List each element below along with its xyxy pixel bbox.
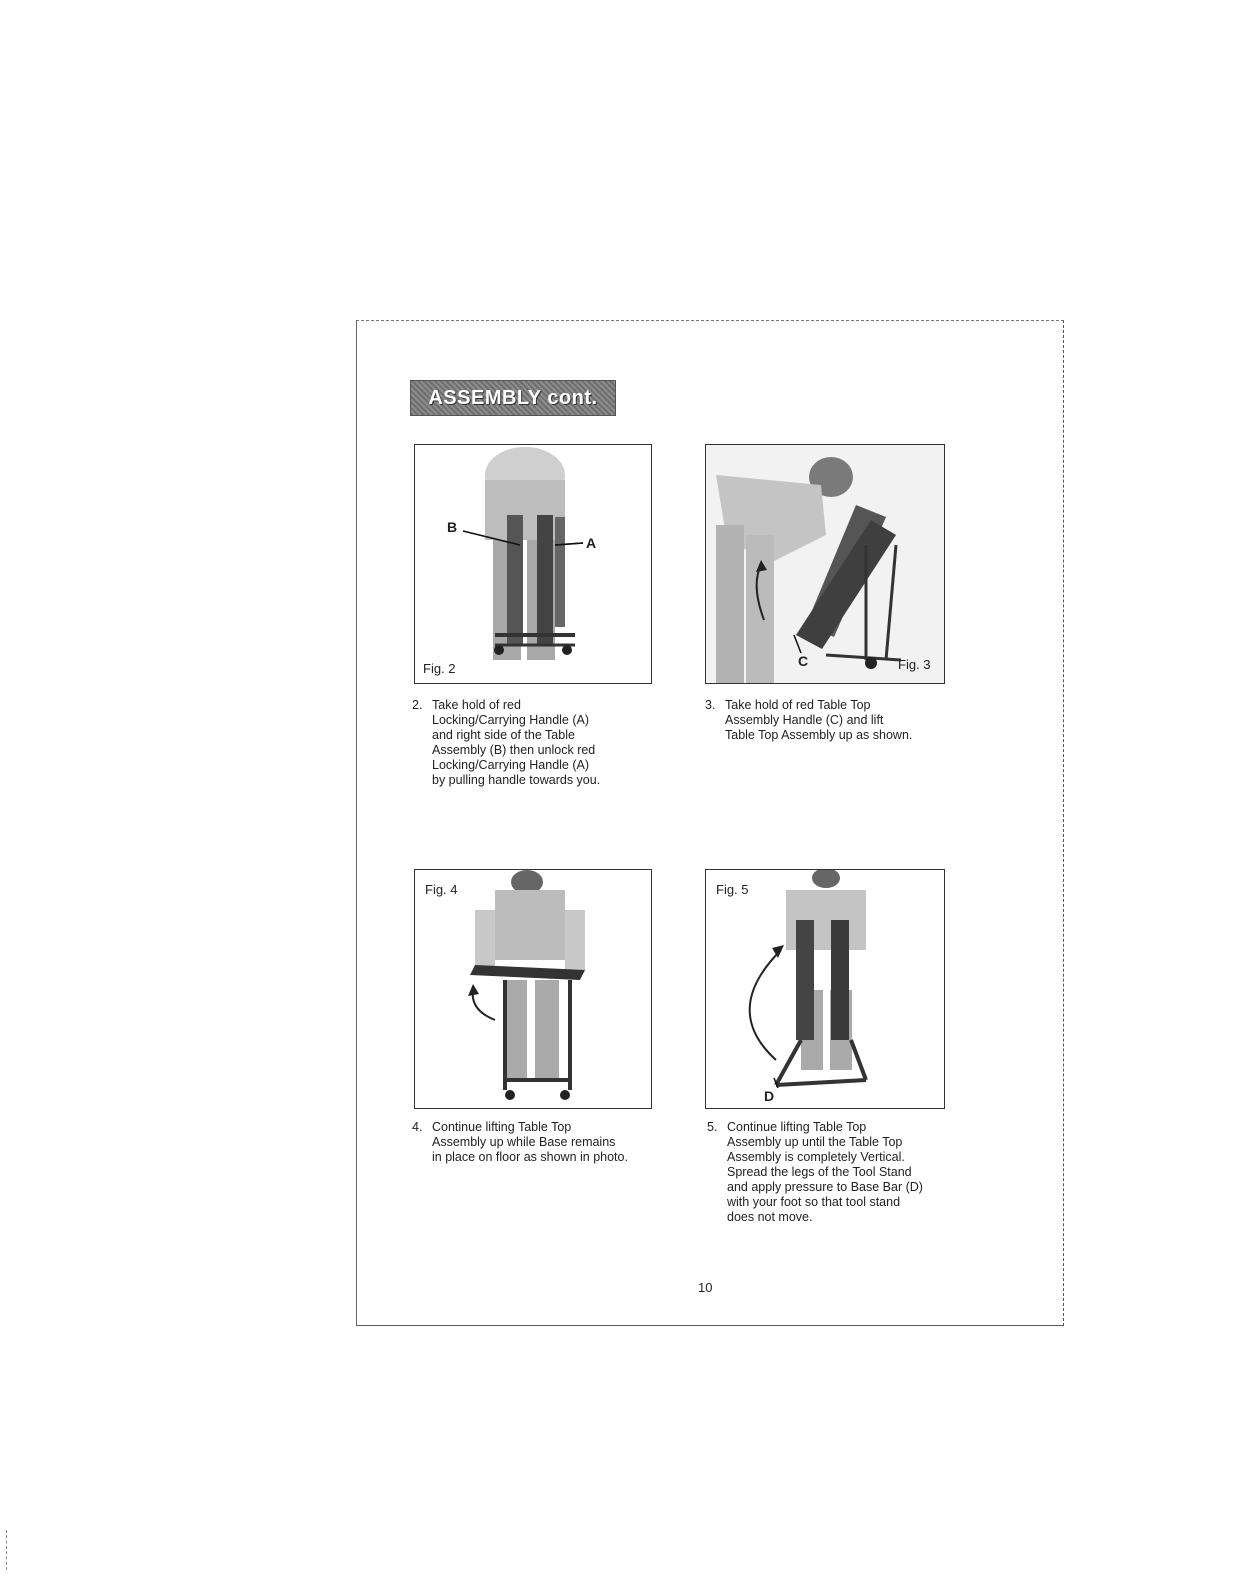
step-2-number: 2. (412, 698, 423, 712)
step-3-line: Table Top Assembly up as shown. (725, 728, 913, 742)
step-3-line: Assembly Handle (C) and lift (725, 713, 884, 727)
step-5-line: Continue lifting Table Top (727, 1120, 867, 1134)
section-banner (410, 380, 616, 416)
figure-5-illustration (706, 870, 945, 1109)
step-2-line: and right side of the Table (432, 728, 575, 742)
figure-3-photo (705, 444, 945, 684)
step-2-line: Assembly (B) then unlock red (432, 743, 596, 757)
figure-4-illustration (415, 870, 652, 1109)
step-4-line: Assembly up while Base remains (432, 1135, 616, 1149)
figure-5-photo (705, 869, 945, 1109)
step-2-line: Take hold of red (432, 698, 521, 712)
callout-c: C (798, 653, 809, 669)
step-4-line: in place on floor as shown in photo. (432, 1150, 628, 1164)
step-2-line: Locking/Carrying Handle (A) (432, 713, 590, 727)
step-2-line: by pulling handle towards you. (432, 773, 601, 787)
figure-5-label: Fig. 5 (716, 882, 749, 897)
section-title: ASSEMBLY cont. (428, 386, 598, 409)
callout-b: B (447, 519, 458, 535)
step-5-line: and apply pressure to Base Bar (D) (727, 1180, 923, 1194)
step-4-number: 4. (412, 1120, 423, 1134)
step-5-line: does not move. (727, 1210, 813, 1224)
figure-3-label: Fig. 3 (898, 657, 931, 672)
step-5-number: 5. (707, 1120, 718, 1134)
figure-2-photo (414, 444, 652, 684)
step-5-line: with your foot so that tool stand (727, 1195, 901, 1209)
figure-4-photo (414, 869, 652, 1109)
step-5-line: Assembly up until the Table Top (727, 1135, 903, 1149)
scan-edge-mark (6, 1530, 8, 1570)
figure-2-illustration (415, 445, 652, 684)
callout-a: A (586, 535, 597, 551)
figure-3-illustration (706, 445, 945, 684)
callout-d: D (764, 1088, 775, 1104)
figure-4-label: Fig. 4 (425, 882, 458, 897)
step-5-line: Spread the legs of the Tool Stand (727, 1165, 912, 1179)
step-3-line: Take hold of red Table Top (725, 698, 871, 712)
step-5-line: Assembly is completely Vertical. (727, 1150, 905, 1164)
step-2-line: Locking/Carrying Handle (A) (432, 758, 590, 772)
step-4-line: Continue lifting Table Top (432, 1120, 572, 1134)
page-number: 10 (698, 1280, 713, 1295)
figure-2-label: Fig. 2 (423, 661, 456, 676)
step-3-number: 3. (705, 698, 716, 712)
